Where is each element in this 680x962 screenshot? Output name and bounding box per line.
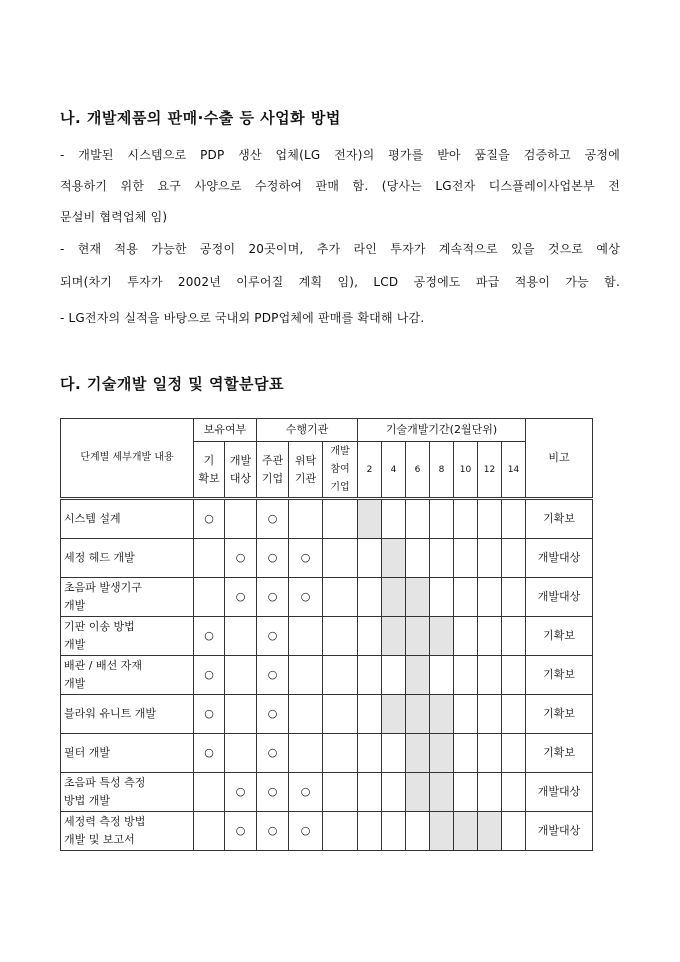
header-period-month: 4	[382, 442, 406, 499]
header-agency-sub: 개발 참여 기업	[323, 442, 358, 499]
row-mark: ○	[225, 578, 257, 617]
schedule-table	[60, 418, 593, 851]
row-remark: 기확보	[526, 695, 593, 734]
row-mark	[194, 812, 225, 851]
header-content: 단계별 세부개발 내용	[61, 419, 194, 499]
table-row	[61, 812, 593, 851]
gantt-cell	[358, 773, 382, 812]
row-mark: ○	[194, 499, 225, 539]
row-mark	[289, 656, 323, 695]
gantt-bar	[382, 617, 406, 656]
section-title-schedule: 다. 기술개발 일정 및 역할분담표	[60, 375, 284, 393]
header-row	[61, 419, 593, 442]
row-mark: ○	[257, 734, 289, 773]
row-mark: ○	[225, 812, 257, 851]
header-period-month: 14	[502, 442, 526, 499]
row-mark: ○	[257, 812, 289, 851]
row-mark	[225, 617, 257, 656]
row-mark: ○	[225, 539, 257, 578]
row-content: 배관 / 배선 자재 개발	[61, 656, 194, 695]
row-mark: ○	[257, 695, 289, 734]
gantt-cell	[358, 617, 382, 656]
gantt-cell	[478, 734, 502, 773]
gantt-cell	[502, 617, 526, 656]
gantt-cell	[502, 812, 526, 851]
gantt-cell	[478, 617, 502, 656]
table-row	[61, 773, 593, 812]
gantt-cell	[358, 578, 382, 617]
row-remark: 개발대상	[526, 539, 593, 578]
row-remark: 기확보	[526, 617, 593, 656]
gantt-cell	[358, 812, 382, 851]
table-row	[61, 695, 593, 734]
header-period-month: 8	[430, 442, 454, 499]
text-line: 되며(차기 투자가 2002년 이루어질 계획 임), LCD 공정에도 파급 적용이 가능 함.	[60, 275, 620, 289]
gantt-cell	[430, 578, 454, 617]
gantt-cell	[358, 656, 382, 695]
gantt-bar	[430, 773, 454, 812]
row-mark	[194, 578, 225, 617]
gantt-cell	[382, 734, 406, 773]
header-agency: 수행기관	[257, 419, 358, 442]
gantt-cell	[478, 539, 502, 578]
row-content: 시스템 설계	[61, 499, 194, 539]
gantt-cell	[454, 499, 478, 539]
gantt-bar	[406, 695, 430, 734]
row-remark: 기확보	[526, 734, 593, 773]
gantt-cell	[502, 773, 526, 812]
row-mark: ○	[289, 812, 323, 851]
row-mark	[194, 773, 225, 812]
row-content: 블라워 유니트 개발	[61, 695, 194, 734]
header-agency-sub: 주관 기업	[257, 442, 289, 499]
gantt-bar	[406, 773, 430, 812]
row-mark	[323, 773, 358, 812]
table-row	[61, 578, 593, 617]
row-mark	[323, 695, 358, 734]
gantt-cell	[478, 499, 502, 539]
row-mark	[323, 734, 358, 773]
header-ownership-sub: 개발 대상	[225, 442, 257, 499]
gantt-cell	[382, 499, 406, 539]
row-mark: ○	[225, 773, 257, 812]
row-mark: ○	[194, 617, 225, 656]
gantt-cell	[454, 695, 478, 734]
gantt-bar	[406, 578, 430, 617]
gantt-bar	[430, 734, 454, 773]
gantt-bar	[454, 812, 478, 851]
row-mark: ○	[194, 695, 225, 734]
gantt-cell	[358, 539, 382, 578]
gantt-bar	[382, 539, 406, 578]
text-line: - LG전자의 실적을 바탕으로 국내외 PDP업체에 판매를 확대해 나감.	[60, 311, 425, 325]
row-mark: ○	[194, 656, 225, 695]
gantt-cell	[430, 499, 454, 539]
row-mark	[323, 812, 358, 851]
row-mark: ○	[257, 656, 289, 695]
table-row	[61, 539, 593, 578]
row-mark	[289, 499, 323, 539]
row-remark: 개발대상	[526, 578, 593, 617]
gantt-cell	[406, 539, 430, 578]
row-mark: ○	[257, 773, 289, 812]
gantt-cell	[502, 734, 526, 773]
row-mark: ○	[289, 578, 323, 617]
row-mark	[323, 499, 358, 539]
gantt-cell	[454, 656, 478, 695]
gantt-cell	[502, 695, 526, 734]
row-mark	[194, 539, 225, 578]
gantt-cell	[382, 656, 406, 695]
gantt-cell	[502, 578, 526, 617]
row-mark	[289, 695, 323, 734]
gantt-cell	[406, 499, 430, 539]
row-remark: 개발대상	[526, 773, 593, 812]
gantt-bar	[430, 695, 454, 734]
row-mark	[225, 656, 257, 695]
gantt-bar	[478, 812, 502, 851]
gantt-bar	[430, 617, 454, 656]
row-mark	[289, 734, 323, 773]
header-agency-sub: 위탁 기관	[289, 442, 323, 499]
header-period-month: 2	[358, 442, 382, 499]
header-ownership-sub: 기 확보	[194, 442, 225, 499]
header-period: 기술개발기간(2월단위)	[358, 419, 526, 442]
gantt-bar	[406, 617, 430, 656]
gantt-cell	[502, 539, 526, 578]
row-content: 초음파 특성 측정 방법 개발	[61, 773, 194, 812]
header-period-month: 10	[454, 442, 478, 499]
gantt-bar	[382, 578, 406, 617]
row-mark: ○	[194, 734, 225, 773]
section-title-commercialization: 나. 개발제품의 판매·수출 등 사업화 방법	[60, 109, 341, 127]
table-row	[61, 499, 593, 539]
gantt-cell	[454, 617, 478, 656]
gantt-cell	[502, 499, 526, 539]
row-content: 세정 헤드 개발	[61, 539, 194, 578]
row-mark: ○	[289, 539, 323, 578]
gantt-cell	[358, 734, 382, 773]
row-remark: 기확보	[526, 499, 593, 539]
table-row	[61, 617, 593, 656]
header-remarks: 비고	[526, 419, 593, 499]
gantt-cell	[430, 539, 454, 578]
gantt-cell	[502, 656, 526, 695]
gantt-bar	[406, 656, 430, 695]
gantt-bar	[358, 499, 382, 539]
row-content: 필터 개발	[61, 734, 194, 773]
row-mark	[323, 578, 358, 617]
row-mark	[289, 617, 323, 656]
gantt-cell	[478, 656, 502, 695]
gantt-cell	[382, 812, 406, 851]
gantt-cell	[358, 695, 382, 734]
row-mark: ○	[257, 539, 289, 578]
gantt-cell	[382, 773, 406, 812]
row-content: 초음파 발생기구 개발	[61, 578, 194, 617]
row-mark	[225, 499, 257, 539]
row-mark: ○	[257, 617, 289, 656]
row-mark: ○	[257, 499, 289, 539]
gantt-cell	[430, 656, 454, 695]
gantt-cell	[478, 695, 502, 734]
row-content: 기판 이송 방법 개발	[61, 617, 194, 656]
header-period-month: 12	[478, 442, 502, 499]
row-mark: ○	[289, 773, 323, 812]
table-row	[61, 656, 593, 695]
gantt-cell	[478, 578, 502, 617]
row-remark: 기확보	[526, 656, 593, 695]
table-row	[61, 734, 593, 773]
text-line: 문설비 협력업체 임)	[60, 210, 168, 224]
gantt-cell	[454, 734, 478, 773]
text-line: 적용하기 위한 요구 사양으로 수정하여 판매 함. (당사는 LG전자 디스플레이사업본부 전	[60, 179, 620, 193]
row-mark	[225, 695, 257, 734]
text-line: - 현재 적용 가능한 공정이 20곳이며, 추가 라인 투자가 계속적으로 있을 것으로 예상	[60, 242, 620, 256]
header-ownership: 보유여부	[194, 419, 257, 442]
row-mark	[323, 539, 358, 578]
gantt-bar	[430, 812, 454, 851]
gantt-cell	[454, 773, 478, 812]
row-mark	[323, 656, 358, 695]
row-mark: ○	[257, 578, 289, 617]
gantt-bar	[382, 695, 406, 734]
gantt-bar	[406, 734, 430, 773]
gantt-cell	[454, 578, 478, 617]
row-content: 세정력 측정 방법 개발 및 보고서	[61, 812, 194, 851]
row-remark: 개발대상	[526, 812, 593, 851]
gantt-cell	[478, 773, 502, 812]
row-mark	[225, 734, 257, 773]
gantt-cell	[406, 812, 430, 851]
text-line: - 개발된 시스템으로 PDP 생산 업체(LG 전자)의 평가를 받아 품질을 검증하고 공정에	[60, 148, 620, 162]
header-period-month: 6	[406, 442, 430, 499]
row-mark	[323, 617, 358, 656]
gantt-cell	[454, 539, 478, 578]
